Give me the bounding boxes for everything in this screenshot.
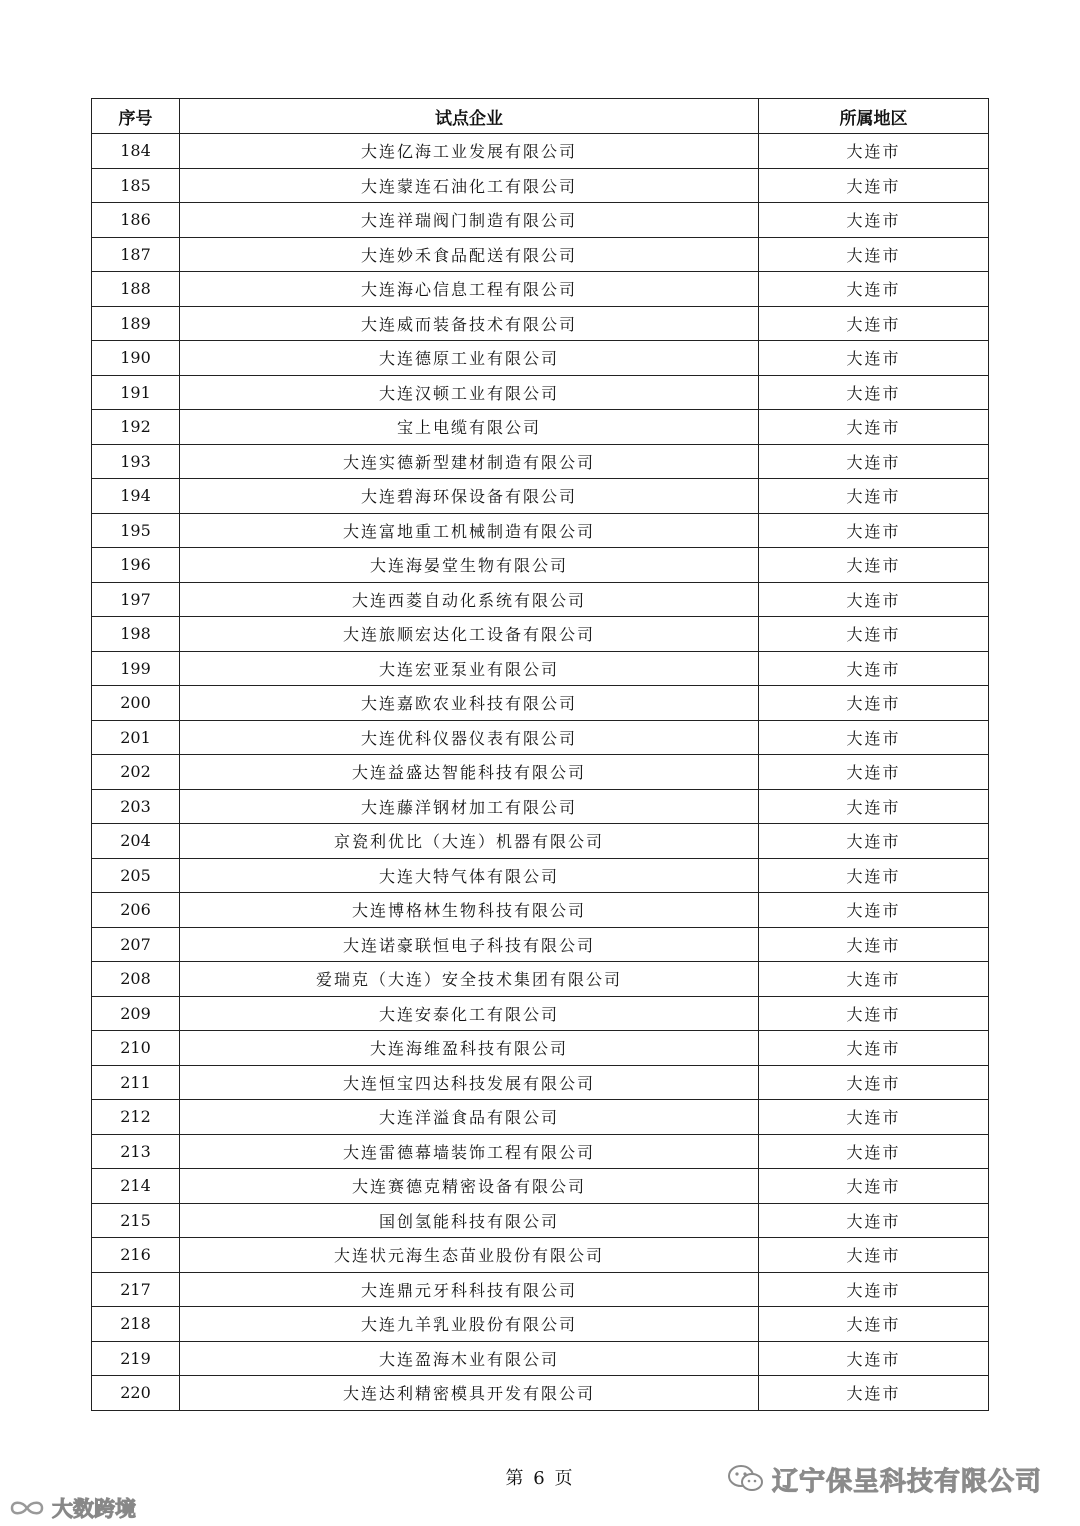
region-cell: 大连市 bbox=[759, 1238, 989, 1273]
watermark-brand-text: 大数跨境 bbox=[52, 1497, 136, 1521]
index-cell: 189 bbox=[92, 306, 180, 341]
table-row bbox=[92, 755, 989, 790]
table-row bbox=[92, 720, 989, 755]
region-cell: 大连市 bbox=[759, 858, 989, 893]
page-number: 第 6 页 bbox=[505, 1468, 575, 1489]
table-row bbox=[92, 651, 989, 686]
table-row bbox=[92, 893, 989, 928]
index-cell: 216 bbox=[92, 1238, 180, 1273]
index-cell: 209 bbox=[92, 996, 180, 1031]
index-cell: 201 bbox=[92, 720, 180, 755]
table-row bbox=[92, 1065, 989, 1100]
table-row bbox=[92, 686, 989, 721]
company-cell: 大连富地重工机械制造有限公司 bbox=[180, 513, 759, 548]
region-cell: 大连市 bbox=[759, 513, 989, 548]
index-cell: 199 bbox=[92, 651, 180, 686]
region-cell: 大连市 bbox=[759, 617, 989, 652]
company-cell: 大连妙禾食品配送有限公司 bbox=[180, 237, 759, 272]
region-cell: 大连市 bbox=[759, 1341, 989, 1376]
company-cell: 爱瑞克（大连）安全技术集团有限公司 bbox=[180, 962, 759, 997]
index-cell: 198 bbox=[92, 617, 180, 652]
table-row bbox=[92, 479, 989, 514]
table-row bbox=[92, 1100, 989, 1135]
index-cell: 203 bbox=[92, 789, 180, 824]
index-cell: 196 bbox=[92, 548, 180, 583]
index-cell: 211 bbox=[92, 1065, 180, 1100]
company-cell: 大连优科仪器仪表有限公司 bbox=[180, 720, 759, 755]
table-row bbox=[92, 444, 989, 479]
index-cell: 184 bbox=[92, 134, 180, 169]
index-cell: 208 bbox=[92, 962, 180, 997]
company-cell: 大连雷德幕墙装饰工程有限公司 bbox=[180, 1134, 759, 1169]
table-row bbox=[92, 341, 989, 376]
company-cell: 大连诺豪联恒电子科技有限公司 bbox=[180, 927, 759, 962]
company-cell: 大连西菱自动化系统有限公司 bbox=[180, 582, 759, 617]
index-cell: 207 bbox=[92, 927, 180, 962]
company-cell: 京瓷利优比（大连）机器有限公司 bbox=[180, 824, 759, 859]
enterprise-table bbox=[91, 98, 989, 1411]
wechat-icon bbox=[726, 1463, 766, 1495]
index-cell: 213 bbox=[92, 1134, 180, 1169]
company-cell: 大连德原工业有限公司 bbox=[180, 341, 759, 376]
region-cell: 大连市 bbox=[759, 1100, 989, 1135]
region-cell: 大连市 bbox=[759, 1169, 989, 1204]
header-company: 试点企业 bbox=[180, 99, 759, 134]
watermark-brand bbox=[6, 1493, 136, 1523]
index-cell: 202 bbox=[92, 755, 180, 790]
table-row bbox=[92, 375, 989, 410]
company-cell: 国创氢能科技有限公司 bbox=[180, 1203, 759, 1238]
table-row bbox=[92, 617, 989, 652]
table-row bbox=[92, 927, 989, 962]
index-cell: 193 bbox=[92, 444, 180, 479]
table-row bbox=[92, 1272, 989, 1307]
region-cell: 大连市 bbox=[759, 755, 989, 790]
company-cell: 大连汉顿工业有限公司 bbox=[180, 375, 759, 410]
company-cell: 大连益盛达智能科技有限公司 bbox=[180, 755, 759, 790]
region-cell: 大连市 bbox=[759, 686, 989, 721]
index-cell: 197 bbox=[92, 582, 180, 617]
company-cell: 大连恒宝四达科技发展有限公司 bbox=[180, 1065, 759, 1100]
region-cell: 大连市 bbox=[759, 203, 989, 238]
region-cell: 大连市 bbox=[759, 720, 989, 755]
region-cell: 大连市 bbox=[759, 1203, 989, 1238]
index-cell: 204 bbox=[92, 824, 180, 859]
index-cell: 200 bbox=[92, 686, 180, 721]
region-cell: 大连市 bbox=[759, 237, 989, 272]
header-index: 序号 bbox=[92, 99, 180, 134]
index-cell: 206 bbox=[92, 893, 180, 928]
region-cell: 大连市 bbox=[759, 1272, 989, 1307]
table-row bbox=[92, 858, 989, 893]
region-cell: 大连市 bbox=[759, 824, 989, 859]
index-cell: 212 bbox=[92, 1100, 180, 1135]
table-row bbox=[92, 272, 989, 307]
index-cell: 187 bbox=[92, 237, 180, 272]
region-cell: 大连市 bbox=[759, 1376, 989, 1411]
index-cell: 192 bbox=[92, 410, 180, 445]
index-cell: 210 bbox=[92, 1031, 180, 1066]
index-cell: 191 bbox=[92, 375, 180, 410]
company-cell: 大连碧海环保设备有限公司 bbox=[180, 479, 759, 514]
company-cell: 大连九羊乳业股份有限公司 bbox=[180, 1307, 759, 1342]
table-row bbox=[92, 824, 989, 859]
table-header-row bbox=[92, 99, 989, 134]
index-cell: 219 bbox=[92, 1341, 180, 1376]
region-cell: 大连市 bbox=[759, 444, 989, 479]
company-cell: 宝上电缆有限公司 bbox=[180, 410, 759, 445]
company-cell: 大连实德新型建材制造有限公司 bbox=[180, 444, 759, 479]
company-cell: 大连威而装备技术有限公司 bbox=[180, 306, 759, 341]
index-cell: 218 bbox=[92, 1307, 180, 1342]
company-cell: 大连海心信息工程有限公司 bbox=[180, 272, 759, 307]
index-cell: 220 bbox=[92, 1376, 180, 1411]
region-cell: 大连市 bbox=[759, 1307, 989, 1342]
table-row bbox=[92, 168, 989, 203]
company-cell: 大连安泰化工有限公司 bbox=[180, 996, 759, 1031]
table-row bbox=[92, 1134, 989, 1169]
region-cell: 大连市 bbox=[759, 962, 989, 997]
region-cell: 大连市 bbox=[759, 1065, 989, 1100]
region-cell: 大连市 bbox=[759, 306, 989, 341]
index-cell: 195 bbox=[92, 513, 180, 548]
region-cell: 大连市 bbox=[759, 548, 989, 583]
company-cell: 大连旅顺宏达化工设备有限公司 bbox=[180, 617, 759, 652]
watermark-company-text: 辽宁保呈科技有限公司 bbox=[772, 1466, 1043, 1497]
region-cell: 大连市 bbox=[759, 789, 989, 824]
region-cell: 大连市 bbox=[759, 893, 989, 928]
company-cell: 大连亿海工业发展有限公司 bbox=[180, 134, 759, 169]
index-cell: 185 bbox=[92, 168, 180, 203]
company-cell: 大连洋溢食品有限公司 bbox=[180, 1100, 759, 1135]
index-cell: 188 bbox=[92, 272, 180, 307]
table-row bbox=[92, 789, 989, 824]
region-cell: 大连市 bbox=[759, 927, 989, 962]
table-row bbox=[92, 962, 989, 997]
region-cell: 大连市 bbox=[759, 375, 989, 410]
infinity-logo-icon bbox=[6, 1496, 48, 1520]
header-region: 所属地区 bbox=[759, 99, 989, 134]
region-cell: 大连市 bbox=[759, 651, 989, 686]
index-cell: 205 bbox=[92, 858, 180, 893]
table-row bbox=[92, 237, 989, 272]
company-cell: 大连鼎元牙科科技有限公司 bbox=[180, 1272, 759, 1307]
company-cell: 大连赛德克精密设备有限公司 bbox=[180, 1169, 759, 1204]
region-cell: 大连市 bbox=[759, 134, 989, 169]
company-cell: 大连达利精密模具开发有限公司 bbox=[180, 1376, 759, 1411]
company-cell: 大连博格林生物科技有限公司 bbox=[180, 893, 759, 928]
index-cell: 190 bbox=[92, 341, 180, 376]
table-row bbox=[92, 306, 989, 341]
company-cell: 大连海维盈科技有限公司 bbox=[180, 1031, 759, 1066]
table-row bbox=[92, 513, 989, 548]
table-row bbox=[92, 582, 989, 617]
table-row bbox=[92, 1238, 989, 1273]
company-cell: 大连嘉欧农业科技有限公司 bbox=[180, 686, 759, 721]
region-cell: 大连市 bbox=[759, 479, 989, 514]
watermark-company bbox=[726, 1461, 1042, 1497]
table-row bbox=[92, 203, 989, 238]
region-cell: 大连市 bbox=[759, 341, 989, 376]
table-row bbox=[92, 1307, 989, 1342]
company-cell: 大连宏亚泵业有限公司 bbox=[180, 651, 759, 686]
region-cell: 大连市 bbox=[759, 1134, 989, 1169]
table-row bbox=[92, 1169, 989, 1204]
company-cell: 大连海晏堂生物有限公司 bbox=[180, 548, 759, 583]
table-row bbox=[92, 1203, 989, 1238]
table-row bbox=[92, 996, 989, 1031]
table-row bbox=[92, 410, 989, 445]
company-cell: 大连藤洋钢材加工有限公司 bbox=[180, 789, 759, 824]
index-cell: 214 bbox=[92, 1169, 180, 1204]
table-row bbox=[92, 134, 989, 169]
region-cell: 大连市 bbox=[759, 996, 989, 1031]
region-cell: 大连市 bbox=[759, 1031, 989, 1066]
table-row bbox=[92, 548, 989, 583]
index-cell: 186 bbox=[92, 203, 180, 238]
table-row bbox=[92, 1376, 989, 1411]
index-cell: 194 bbox=[92, 479, 180, 514]
company-cell: 大连祥瑞阀门制造有限公司 bbox=[180, 203, 759, 238]
table-row bbox=[92, 1341, 989, 1376]
region-cell: 大连市 bbox=[759, 410, 989, 445]
company-cell: 大连大特气体有限公司 bbox=[180, 858, 759, 893]
company-cell: 大连盈海木业有限公司 bbox=[180, 1341, 759, 1376]
region-cell: 大连市 bbox=[759, 168, 989, 203]
index-cell: 217 bbox=[92, 1272, 180, 1307]
region-cell: 大连市 bbox=[759, 582, 989, 617]
index-cell: 215 bbox=[92, 1203, 180, 1238]
company-cell: 大连蒙连石油化工有限公司 bbox=[180, 168, 759, 203]
company-cell: 大连状元海生态苗业股份有限公司 bbox=[180, 1238, 759, 1273]
region-cell: 大连市 bbox=[759, 272, 989, 307]
table-row bbox=[92, 1031, 989, 1066]
